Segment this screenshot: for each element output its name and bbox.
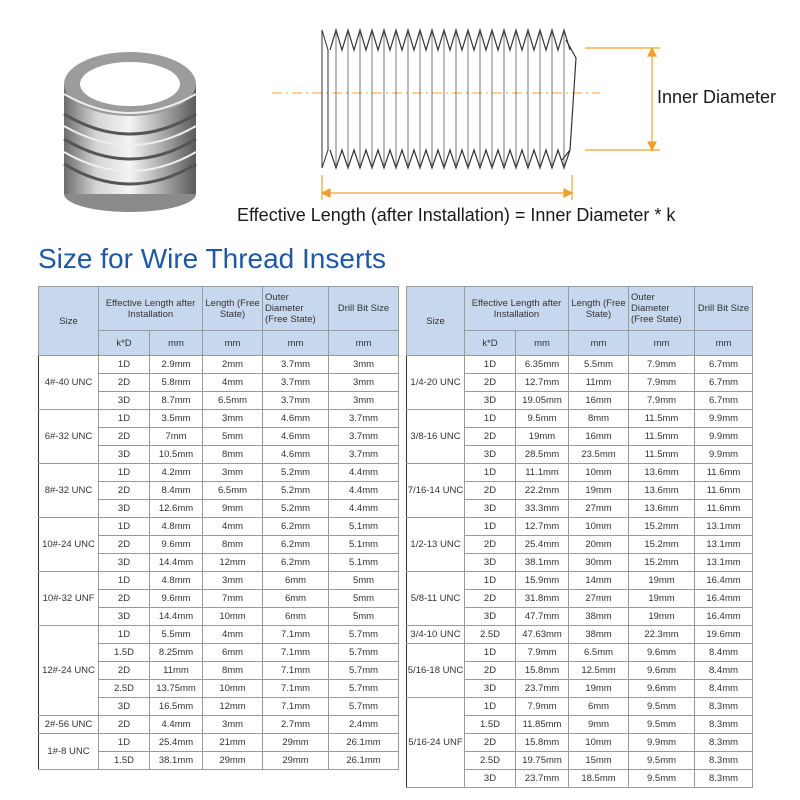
cell-outer-diameter: 6.2mm (263, 554, 329, 572)
table-row (407, 464, 753, 482)
cell-effective-length: 4.4mm (150, 716, 203, 734)
cell-effective-length: 15.9mm (516, 572, 569, 590)
cell-drill-bit: 16.4mm (695, 572, 753, 590)
cell-length-free: 19mm (569, 680, 629, 698)
cell-length-free: 30mm (569, 554, 629, 572)
cell-effective-length: 47.63mm (516, 626, 569, 644)
table-body (407, 356, 753, 788)
cell-length-free: 6mm (569, 698, 629, 716)
cell-length-free: 16mm (569, 428, 629, 446)
cell-size: 4#-40 UNC (39, 356, 99, 410)
cell-effective-length: 9.6mm (150, 536, 203, 554)
cell-length-free: 19mm (569, 482, 629, 500)
cell-outer-diameter: 7.1mm (263, 626, 329, 644)
cell-effective-length: 25.4mm (516, 536, 569, 554)
cell-drill-bit: 11.6mm (695, 500, 753, 518)
cell-kd: 3D (465, 608, 516, 626)
cell-drill-bit: 3mm (329, 392, 399, 410)
cell-length-free: 10mm (203, 608, 263, 626)
cell-kd: 2D (99, 590, 150, 608)
cell-length-free: 14mm (569, 572, 629, 590)
header-unit: mm (695, 331, 753, 356)
cell-drill-bit: 19.6mm (695, 626, 753, 644)
table-row (407, 356, 753, 374)
cell-kd: 3D (465, 680, 516, 698)
cell-effective-length: 12.7mm (516, 374, 569, 392)
cell-size: 5/8-11 UNC (407, 572, 465, 626)
cell-drill-bit: 5.7mm (329, 626, 399, 644)
cell-effective-length: 38.1mm (150, 752, 203, 770)
cell-outer-diameter: 7.1mm (263, 698, 329, 716)
cell-drill-bit: 2.4mm (329, 716, 399, 734)
cell-outer-diameter: 15.2mm (629, 518, 695, 536)
cell-outer-diameter: 4.6mm (263, 428, 329, 446)
cell-effective-length: 11mm (150, 662, 203, 680)
cell-effective-length: 14.4mm (150, 554, 203, 572)
cell-kd: 1.5D (99, 644, 150, 662)
cell-outer-diameter: 7.1mm (263, 644, 329, 662)
cell-outer-diameter: 13.6mm (629, 464, 695, 482)
cell-size: 1/2-13 UNC (407, 518, 465, 572)
cell-length-free: 8mm (203, 446, 263, 464)
inner-diameter-label: Inner Diameter (657, 87, 777, 107)
cell-kd: 2D (99, 536, 150, 554)
cell-outer-diameter: 5.2mm (263, 482, 329, 500)
cell-kd: 3D (465, 500, 516, 518)
cell-outer-diameter: 6mm (263, 572, 329, 590)
cell-effective-length: 10.5mm (150, 446, 203, 464)
cell-outer-diameter: 6.2mm (263, 536, 329, 554)
cell-effective-length: 23.7mm (516, 770, 569, 788)
cell-drill-bit: 26.1mm (329, 734, 399, 752)
cell-outer-diameter: 3.7mm (263, 356, 329, 374)
cell-drill-bit: 8.4mm (695, 680, 753, 698)
cell-outer-diameter: 29mm (263, 734, 329, 752)
cell-effective-length: 23.7mm (516, 680, 569, 698)
header-unit: mm (516, 331, 569, 356)
header-kd: k*D (465, 331, 516, 356)
cell-outer-diameter: 15.2mm (629, 554, 695, 572)
cell-kd: 2D (99, 716, 150, 734)
table-row (407, 572, 753, 590)
cell-drill-bit: 5mm (329, 572, 399, 590)
cell-drill-bit: 26.1mm (329, 752, 399, 770)
cell-effective-length: 9.6mm (150, 590, 203, 608)
header-unit: mm (203, 331, 263, 356)
cell-outer-diameter: 9.5mm (629, 716, 695, 734)
cell-outer-diameter: 2.7mm (263, 716, 329, 734)
cell-effective-length: 15.8mm (516, 734, 569, 752)
cell-kd: 2D (465, 374, 516, 392)
header-unit: mm (569, 331, 629, 356)
cell-outer-diameter: 19mm (629, 572, 695, 590)
cell-effective-length: 47.7mm (516, 608, 569, 626)
cell-effective-length: 16.5mm (150, 698, 203, 716)
cell-length-free: 3mm (203, 410, 263, 428)
cell-size: 5/16-18 UNC (407, 644, 465, 698)
table-body (39, 356, 399, 770)
cell-effective-length: 25.4mm (150, 734, 203, 752)
cell-kd: 3D (99, 698, 150, 716)
cell-length-free: 8mm (203, 662, 263, 680)
table-row (407, 698, 753, 716)
cell-drill-bit: 13.1mm (695, 518, 753, 536)
table-row (39, 410, 399, 428)
cell-drill-bit: 4.4mm (329, 464, 399, 482)
header-outer-diameter: Outer Diameter (Free State) (629, 287, 695, 331)
cell-effective-length: 6.35mm (516, 356, 569, 374)
cell-drill-bit: 5.1mm (329, 536, 399, 554)
cell-effective-length: 14.4mm (150, 608, 203, 626)
cell-effective-length: 8.25mm (150, 644, 203, 662)
cell-outer-diameter: 15.2mm (629, 536, 695, 554)
cell-effective-length: 19.05mm (516, 392, 569, 410)
cell-kd: 3D (465, 554, 516, 572)
cell-drill-bit: 5.1mm (329, 554, 399, 572)
cell-outer-diameter: 11.5mm (629, 428, 695, 446)
cell-drill-bit: 11.6mm (695, 482, 753, 500)
table-row (407, 626, 753, 644)
cell-effective-length: 15.8mm (516, 662, 569, 680)
cell-kd: 2D (465, 482, 516, 500)
cell-drill-bit: 6.7mm (695, 356, 753, 374)
cell-effective-length: 11.85mm (516, 716, 569, 734)
cell-length-free: 12.5mm (569, 662, 629, 680)
cell-drill-bit: 5.7mm (329, 644, 399, 662)
cell-outer-diameter: 9.6mm (629, 680, 695, 698)
header-length-free: Length (Free State) (569, 287, 629, 331)
cell-length-free: 29mm (203, 752, 263, 770)
cell-kd: 1D (465, 410, 516, 428)
cell-length-free: 4mm (203, 626, 263, 644)
cell-effective-length: 7.9mm (516, 644, 569, 662)
cell-kd: 2D (99, 482, 150, 500)
cell-kd: 2D (99, 374, 150, 392)
cell-length-free: 10mm (569, 464, 629, 482)
cell-effective-length: 31.8mm (516, 590, 569, 608)
cell-drill-bit: 5mm (329, 608, 399, 626)
cell-kd: 2D (99, 662, 150, 680)
cell-effective-length: 28.5mm (516, 446, 569, 464)
cell-length-free: 38mm (569, 608, 629, 626)
cell-size: 5/16-24 UNF (407, 698, 465, 788)
cell-effective-length: 4.8mm (150, 572, 203, 590)
cell-kd: 1D (465, 464, 516, 482)
header-unit: mm (263, 331, 329, 356)
cell-drill-bit: 16.4mm (695, 590, 753, 608)
cell-length-free: 6.5mm (203, 482, 263, 500)
cell-length-free: 20mm (569, 536, 629, 554)
cell-drill-bit: 3mm (329, 374, 399, 392)
cell-drill-bit: 6.7mm (695, 374, 753, 392)
cell-effective-length: 7mm (150, 428, 203, 446)
cell-drill-bit: 6.7mm (695, 392, 753, 410)
table-row (407, 410, 753, 428)
cell-outer-diameter: 5.2mm (263, 464, 329, 482)
cell-kd: 3D (465, 770, 516, 788)
table-row (39, 356, 399, 374)
cell-effective-length: 5.5mm (150, 626, 203, 644)
cell-outer-diameter: 7.9mm (629, 356, 695, 374)
cell-drill-bit: 11.6mm (695, 464, 753, 482)
cell-effective-length: 12.6mm (150, 500, 203, 518)
cell-drill-bit: 5.7mm (329, 680, 399, 698)
cell-length-free: 10mm (203, 680, 263, 698)
cell-effective-length: 19.75mm (516, 752, 569, 770)
cell-size: 12#-24 UNC (39, 626, 99, 716)
cell-kd: 2D (465, 536, 516, 554)
cell-outer-diameter: 5.2mm (263, 500, 329, 518)
cell-effective-length: 33.3mm (516, 500, 569, 518)
cell-effective-length: 9.5mm (516, 410, 569, 428)
cell-kd: 2D (465, 662, 516, 680)
cell-drill-bit: 9.9mm (695, 428, 753, 446)
cell-size: 6#-32 UNC (39, 410, 99, 464)
cell-length-free: 3mm (203, 572, 263, 590)
cell-drill-bit: 9.9mm (695, 446, 753, 464)
cell-drill-bit: 16.4mm (695, 608, 753, 626)
cell-length-free: 9mm (569, 716, 629, 734)
effective-length-dimension (322, 175, 572, 200)
cell-kd: 1.5D (99, 752, 150, 770)
cell-outer-diameter: 7.9mm (629, 392, 695, 410)
cell-outer-diameter: 9.9mm (629, 734, 695, 752)
cell-kd: 1D (99, 572, 150, 590)
size-table-right (406, 286, 753, 788)
cell-outer-diameter: 4.6mm (263, 446, 329, 464)
cell-drill-bit: 13.1mm (695, 554, 753, 572)
cell-length-free: 16mm (569, 392, 629, 410)
header-outer-diameter: Outer Diameter (Free State) (263, 287, 329, 331)
cell-length-free: 23.5mm (569, 446, 629, 464)
cell-kd: 3D (465, 392, 516, 410)
cell-outer-diameter: 3.7mm (263, 374, 329, 392)
inner-diameter-dimension (585, 48, 660, 150)
cell-outer-diameter: 7.1mm (263, 662, 329, 680)
cell-length-free: 11mm (569, 374, 629, 392)
cell-kd: 1D (99, 626, 150, 644)
cell-drill-bit: 3.7mm (329, 410, 399, 428)
cell-effective-length: 3.5mm (150, 410, 203, 428)
cell-kd: 2.5D (465, 752, 516, 770)
cell-kd: 1D (465, 518, 516, 536)
cell-outer-diameter: 29mm (263, 752, 329, 770)
cell-kd: 2.5D (99, 680, 150, 698)
cell-kd: 3D (99, 446, 150, 464)
cell-outer-diameter: 9.5mm (629, 752, 695, 770)
cell-outer-diameter: 9.5mm (629, 698, 695, 716)
cell-length-free: 27mm (569, 500, 629, 518)
cell-outer-diameter: 22.3mm (629, 626, 695, 644)
cell-length-free: 6.5mm (569, 644, 629, 662)
effective-length-formula: Effective Length (after Installation) = Inner Diameter * k (237, 205, 676, 225)
cell-drill-bit: 8.3mm (695, 770, 753, 788)
cell-effective-length: 13.75mm (150, 680, 203, 698)
cell-size: 2#-56 UNC (39, 716, 99, 734)
cell-length-free: 4mm (203, 518, 263, 536)
cell-size: 1/4-20 UNC (407, 356, 465, 410)
cell-outer-diameter: 11.5mm (629, 446, 695, 464)
cell-kd: 3D (99, 392, 150, 410)
cell-drill-bit: 8.3mm (695, 716, 753, 734)
cell-size: 10#-24 UNC (39, 518, 99, 572)
section-title: Size for Wire Thread Inserts (38, 243, 387, 274)
cell-kd: 1D (465, 572, 516, 590)
cell-length-free: 7mm (203, 590, 263, 608)
cell-length-free: 5mm (203, 428, 263, 446)
cell-outer-diameter: 11.5mm (629, 410, 695, 428)
cell-effective-length: 4.2mm (150, 464, 203, 482)
cell-kd: 1D (465, 698, 516, 716)
cell-kd: 1.5D (465, 716, 516, 734)
table-row (407, 644, 753, 662)
cell-effective-length: 11.1mm (516, 464, 569, 482)
cell-drill-bit: 3.7mm (329, 446, 399, 464)
cell-length-free: 5.5mm (569, 356, 629, 374)
cell-size: 3/8-16 UNC (407, 410, 465, 464)
thread-insert-drawing (0, 0, 800, 240)
header-size: Size (39, 287, 99, 356)
table-row (39, 464, 399, 482)
cell-drill-bit: 4.4mm (329, 482, 399, 500)
cell-kd: 1D (99, 356, 150, 374)
thread-outline (330, 30, 570, 168)
cell-size: 1#-8 UNC (39, 734, 99, 770)
cell-drill-bit: 5.7mm (329, 698, 399, 716)
cell-kd: 1D (465, 356, 516, 374)
cell-effective-length: 22.2mm (516, 482, 569, 500)
cell-length-free: 8mm (203, 536, 263, 554)
header-drill-bit: Drill Bit Size (695, 287, 753, 331)
cell-kd: 2.5D (465, 626, 516, 644)
cell-length-free: 18.5mm (569, 770, 629, 788)
cell-effective-length: 12.7mm (516, 518, 569, 536)
table-row (39, 626, 399, 644)
cell-kd: 1D (99, 464, 150, 482)
header-length-free: Length (Free State) (203, 287, 263, 331)
cell-drill-bit: 9.9mm (695, 410, 753, 428)
cell-length-free: 10mm (569, 734, 629, 752)
cell-outer-diameter: 19mm (629, 590, 695, 608)
cell-drill-bit: 8.3mm (695, 698, 753, 716)
cell-length-free: 27mm (569, 590, 629, 608)
cell-effective-length: 8.7mm (150, 392, 203, 410)
cell-outer-diameter: 19mm (629, 608, 695, 626)
cell-outer-diameter: 3.7mm (263, 392, 329, 410)
header-unit: mm (150, 331, 203, 356)
cell-kd: 3D (465, 446, 516, 464)
cell-length-free: 2mm (203, 356, 263, 374)
cell-drill-bit: 8.3mm (695, 752, 753, 770)
cell-kd: 3D (99, 554, 150, 572)
cell-length-free: 6mm (203, 644, 263, 662)
cell-drill-bit: 8.4mm (695, 662, 753, 680)
cell-drill-bit: 8.4mm (695, 644, 753, 662)
cell-drill-bit: 3mm (329, 356, 399, 374)
header-drill-bit: Drill Bit Size (329, 287, 399, 331)
cell-kd: 3D (99, 608, 150, 626)
header-unit: mm (629, 331, 695, 356)
header-effective-length: Effective Length after Installation (465, 287, 569, 331)
cell-size: 10#-32 UNF (39, 572, 99, 626)
cell-kd: 3D (99, 500, 150, 518)
cell-effective-length: 19mm (516, 428, 569, 446)
cell-outer-diameter: 4.6mm (263, 410, 329, 428)
cell-length-free: 21mm (203, 734, 263, 752)
header-effective-length: Effective Length after Installation (99, 287, 203, 331)
cell-drill-bit: 8.3mm (695, 734, 753, 752)
cell-drill-bit: 3.7mm (329, 428, 399, 446)
cell-kd: 1D (99, 410, 150, 428)
cell-outer-diameter: 13.6mm (629, 500, 695, 518)
cell-length-free: 15mm (569, 752, 629, 770)
cell-size: 8#-32 UNC (39, 464, 99, 518)
cell-effective-length: 5.8mm (150, 374, 203, 392)
cell-drill-bit: 5mm (329, 590, 399, 608)
cell-length-free: 9mm (203, 500, 263, 518)
cell-drill-bit: 5.7mm (329, 662, 399, 680)
cell-outer-diameter: 7.9mm (629, 374, 695, 392)
cell-length-free: 8mm (569, 410, 629, 428)
cell-effective-length: 8.4mm (150, 482, 203, 500)
table-row (39, 518, 399, 536)
product-diagram-area (0, 0, 800, 240)
cell-size: 3/4-10 UNC (407, 626, 465, 644)
cell-kd: 2D (465, 734, 516, 752)
cell-kd: 2D (99, 428, 150, 446)
table-row (39, 716, 399, 734)
header-kd: k*D (99, 331, 150, 356)
cell-outer-diameter: 9.6mm (629, 644, 695, 662)
cell-outer-diameter: 6.2mm (263, 518, 329, 536)
cell-outer-diameter: 7.1mm (263, 680, 329, 698)
cell-length-free: 12mm (203, 698, 263, 716)
table-row (39, 734, 399, 752)
cell-kd: 1D (99, 734, 150, 752)
cell-outer-diameter: 6mm (263, 608, 329, 626)
size-table-left (38, 286, 399, 770)
header-unit: mm (329, 331, 399, 356)
cell-effective-length: 4.8mm (150, 518, 203, 536)
cell-length-free: 10mm (569, 518, 629, 536)
cell-drill-bit: 4.4mm (329, 500, 399, 518)
cell-length-free: 6.5mm (203, 392, 263, 410)
cell-length-free: 38mm (569, 626, 629, 644)
cell-drill-bit: 5.1mm (329, 518, 399, 536)
cell-outer-diameter: 6mm (263, 590, 329, 608)
cell-effective-length: 7.9mm (516, 698, 569, 716)
cell-length-free: 3mm (203, 464, 263, 482)
cell-kd: 1D (465, 644, 516, 662)
cell-outer-diameter: 9.5mm (629, 770, 695, 788)
cell-outer-diameter: 13.6mm (629, 482, 695, 500)
cell-drill-bit: 13.1mm (695, 536, 753, 554)
cell-length-free: 4mm (203, 374, 263, 392)
cell-kd: 1D (99, 518, 150, 536)
cell-effective-length: 38.1mm (516, 554, 569, 572)
cell-kd: 2D (465, 428, 516, 446)
cell-kd: 2D (465, 590, 516, 608)
cell-length-free: 3mm (203, 716, 263, 734)
cell-outer-diameter: 9.6mm (629, 662, 695, 680)
cell-effective-length: 2.9mm (150, 356, 203, 374)
table-row (407, 518, 753, 536)
cell-length-free: 12mm (203, 554, 263, 572)
cell-size: 7/16-14 UNC (407, 464, 465, 518)
header-size: Size (407, 287, 465, 356)
table-row (39, 572, 399, 590)
